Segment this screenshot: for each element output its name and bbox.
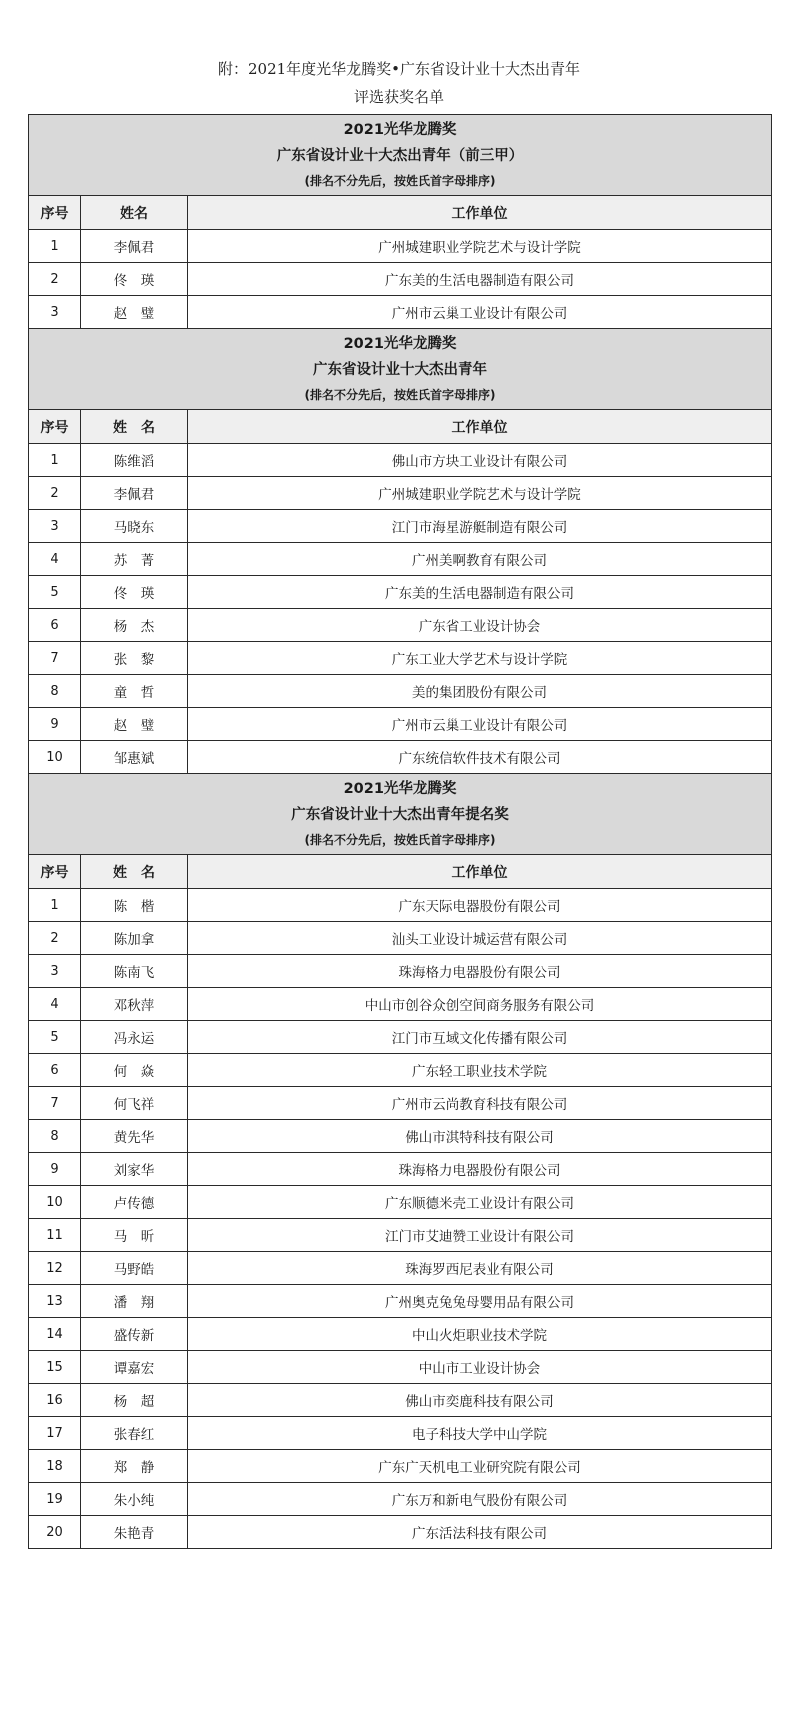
winner-name: 谭嘉宏 xyxy=(81,1351,188,1384)
row-index: 8 xyxy=(29,1120,81,1153)
row-index: 14 xyxy=(29,1318,81,1351)
work-unit: 珠海罗西尼表业有限公司 xyxy=(188,1252,772,1285)
work-unit: 美的集团股份有限公司 xyxy=(188,675,772,708)
work-unit: 广州市云尚教育科技有限公司 xyxy=(188,1087,772,1120)
work-unit: 广东省工业设计协会 xyxy=(188,609,772,642)
work-unit: 广州市云巢工业设计有限公司 xyxy=(188,708,772,741)
winner-name: 朱艳青 xyxy=(81,1516,188,1549)
table-row xyxy=(29,543,772,576)
work-unit: 广东美的生活电器制造有限公司 xyxy=(188,576,772,609)
winner-name: 刘家华 xyxy=(81,1153,188,1186)
section-header xyxy=(29,329,772,410)
winner-name: 邓秋萍 xyxy=(81,988,188,1021)
winner-name: 马野皓 xyxy=(81,1252,188,1285)
winner-name: 陈南飞 xyxy=(81,955,188,988)
document-subtitle: 评选获奖名单 xyxy=(353,88,444,106)
winner-name: 赵 璧 xyxy=(81,296,188,329)
table-row xyxy=(29,642,772,675)
work-unit: 佛山市方块工业设计有限公司 xyxy=(188,444,772,477)
table-row xyxy=(29,230,772,263)
table-row xyxy=(29,1153,772,1186)
work-unit: 广东万和新电气股份有限公司 xyxy=(188,1483,772,1516)
winner-name: 黄先华 xyxy=(81,1120,188,1153)
winner-name: 盛传新 xyxy=(81,1318,188,1351)
table-row xyxy=(29,1384,772,1417)
winner-name: 李佩君 xyxy=(81,477,188,510)
winner-name: 马 昕 xyxy=(81,1219,188,1252)
work-unit: 广东美的生活电器制造有限公司 xyxy=(188,263,772,296)
table-row xyxy=(29,444,772,477)
sort-note: (排名不分先后，按姓氏首字母排序) xyxy=(304,174,496,188)
column-header-row xyxy=(29,855,772,889)
work-unit: 佛山市淇特科技有限公司 xyxy=(188,1120,772,1153)
winner-name: 冯永运 xyxy=(81,1021,188,1054)
table-row xyxy=(29,1219,772,1252)
column-header-row xyxy=(29,196,772,230)
table-row xyxy=(29,609,772,642)
table-row xyxy=(29,1318,772,1351)
table-row xyxy=(29,1054,772,1087)
winner-name: 郑 静 xyxy=(81,1450,188,1483)
winner-name: 陈加拿 xyxy=(81,922,188,955)
table-row xyxy=(29,988,772,1021)
winner-name: 张春红 xyxy=(81,1417,188,1450)
work-unit: 广州奥克兔兔母婴用品有限公司 xyxy=(188,1285,772,1318)
work-unit: 珠海格力电器股份有限公司 xyxy=(188,1153,772,1186)
work-unit: 中山市创谷众创空间商务服务有限公司 xyxy=(188,988,772,1021)
work-unit: 中山火炬职业技术学院 xyxy=(188,1318,772,1351)
table-row xyxy=(29,1516,772,1549)
col-header-index: 序号 xyxy=(29,410,81,444)
col-header-index: 序号 xyxy=(29,196,81,230)
column-header-row xyxy=(29,410,772,444)
work-unit: 电子科技大学中山学院 xyxy=(188,1417,772,1450)
row-index: 11 xyxy=(29,1219,81,1252)
row-index: 12 xyxy=(29,1252,81,1285)
winner-name: 潘 翔 xyxy=(81,1285,188,1318)
winner-name: 佟 瑛 xyxy=(81,576,188,609)
row-index: 17 xyxy=(29,1417,81,1450)
col-header-name: 姓名 xyxy=(81,196,188,230)
table-row xyxy=(29,955,772,988)
row-index: 7 xyxy=(29,642,81,675)
row-index: 13 xyxy=(29,1285,81,1318)
row-index: 3 xyxy=(29,955,81,988)
work-unit: 广东统信软件技术有限公司 xyxy=(188,741,772,774)
winner-name: 杨 杰 xyxy=(81,609,188,642)
row-index: 5 xyxy=(29,1021,81,1054)
col-header-unit: 工作单位 xyxy=(188,410,772,444)
row-index: 9 xyxy=(29,1153,81,1186)
col-header-unit: 工作单位 xyxy=(188,855,772,889)
winner-name: 杨 超 xyxy=(81,1384,188,1417)
table-row xyxy=(29,1252,772,1285)
work-unit: 广东广天机电工业研究院有限公司 xyxy=(188,1450,772,1483)
award-name: 2021光华龙腾奖 xyxy=(343,122,457,138)
table-row xyxy=(29,889,772,922)
table-row xyxy=(29,477,772,510)
award-list-table xyxy=(28,114,772,1549)
winner-name: 马晓东 xyxy=(81,510,188,543)
winner-name: 张 黎 xyxy=(81,642,188,675)
work-unit: 广东顺德米壳工业设计有限公司 xyxy=(188,1186,772,1219)
winner-name: 童 哲 xyxy=(81,675,188,708)
section-heading-cell xyxy=(29,115,772,196)
table-row xyxy=(29,708,772,741)
row-index: 2 xyxy=(29,477,81,510)
work-unit: 中山市工业设计协会 xyxy=(188,1351,772,1384)
work-unit: 广东活法科技有限公司 xyxy=(188,1516,772,1549)
table-row xyxy=(29,296,772,329)
row-index: 10 xyxy=(29,741,81,774)
row-index: 4 xyxy=(29,988,81,1021)
work-unit: 佛山市奕鹿科技有限公司 xyxy=(188,1384,772,1417)
col-header-name: 姓 名 xyxy=(81,410,188,444)
row-index: 6 xyxy=(29,1054,81,1087)
winner-name: 苏 菁 xyxy=(81,543,188,576)
table-row xyxy=(29,263,772,296)
row-index: 15 xyxy=(29,1351,81,1384)
row-index: 9 xyxy=(29,708,81,741)
row-index: 18 xyxy=(29,1450,81,1483)
winner-name: 朱小纯 xyxy=(81,1483,188,1516)
work-unit: 汕头工业设计城运营有限公司 xyxy=(188,922,772,955)
work-unit: 广州美啊教育有限公司 xyxy=(188,543,772,576)
work-unit: 广东工业大学艺术与设计学院 xyxy=(188,642,772,675)
work-unit: 江门市海星游艇制造有限公司 xyxy=(188,510,772,543)
table-row xyxy=(29,1186,772,1219)
row-index: 3 xyxy=(29,296,81,329)
row-index: 2 xyxy=(29,922,81,955)
row-index: 3 xyxy=(29,510,81,543)
award-name: 2021光华龙腾奖 xyxy=(343,336,457,352)
table-row xyxy=(29,1285,772,1318)
winner-name: 邹惠斌 xyxy=(81,741,188,774)
col-header-unit: 工作单位 xyxy=(188,196,772,230)
table-row xyxy=(29,510,772,543)
row-index: 7 xyxy=(29,1087,81,1120)
row-index: 1 xyxy=(29,230,81,263)
row-index: 2 xyxy=(29,263,81,296)
winner-name: 李佩君 xyxy=(81,230,188,263)
table-row xyxy=(29,1087,772,1120)
sort-note: (排名不分先后，按姓氏首字母排序) xyxy=(304,388,496,402)
winner-name: 佟 瑛 xyxy=(81,263,188,296)
col-header-name: 姓 名 xyxy=(81,855,188,889)
table-row xyxy=(29,1450,772,1483)
section-heading-cell xyxy=(29,329,772,410)
award-name: 2021光华龙腾奖 xyxy=(343,781,457,797)
document-title: 附：2021年度光华龙腾奖•广东省设计业十大杰出青年 xyxy=(217,60,581,78)
work-unit: 珠海格力电器股份有限公司 xyxy=(188,955,772,988)
table-row xyxy=(29,1120,772,1153)
row-index: 20 xyxy=(29,1516,81,1549)
work-unit: 江门市艾迪赞工业设计有限公司 xyxy=(188,1219,772,1252)
row-index: 8 xyxy=(29,675,81,708)
work-unit: 广州城建职业学院艺术与设计学院 xyxy=(188,477,772,510)
work-unit: 广州城建职业学院艺术与设计学院 xyxy=(188,230,772,263)
table-row xyxy=(29,741,772,774)
row-index: 4 xyxy=(29,543,81,576)
table-row xyxy=(29,675,772,708)
table-row xyxy=(29,922,772,955)
table-row xyxy=(29,1021,772,1054)
row-index: 19 xyxy=(29,1483,81,1516)
section-heading-cell xyxy=(29,774,772,855)
col-header-index: 序号 xyxy=(29,855,81,889)
winner-name: 何 焱 xyxy=(81,1054,188,1087)
row-index: 6 xyxy=(29,609,81,642)
work-unit: 江门市互域文化传播有限公司 xyxy=(188,1021,772,1054)
winner-name: 赵 璧 xyxy=(81,708,188,741)
work-unit: 广州市云巢工业设计有限公司 xyxy=(188,296,772,329)
section-header xyxy=(29,115,772,196)
winner-name: 陈维滔 xyxy=(81,444,188,477)
row-index: 10 xyxy=(29,1186,81,1219)
winner-name: 陈 楷 xyxy=(81,889,188,922)
row-index: 1 xyxy=(29,889,81,922)
section-title: 广东省设计业十大杰出青年 xyxy=(313,362,487,378)
table-row xyxy=(29,1483,772,1516)
table-row xyxy=(29,576,772,609)
section-header xyxy=(29,774,772,855)
row-index: 16 xyxy=(29,1384,81,1417)
winner-name: 何飞祥 xyxy=(81,1087,188,1120)
award-list-body xyxy=(29,115,772,1549)
work-unit: 广东天际电器股份有限公司 xyxy=(188,889,772,922)
section-title: 广东省设计业十大杰出青年提名奖 xyxy=(291,807,509,823)
sort-note: (排名不分先后，按姓氏首字母排序) xyxy=(304,833,496,847)
row-index: 5 xyxy=(29,576,81,609)
work-unit: 广东轻工职业技术学院 xyxy=(188,1054,772,1087)
winner-name: 卢传德 xyxy=(81,1186,188,1219)
table-row xyxy=(29,1351,772,1384)
section-title: 广东省设计业十大杰出青年（前三甲） xyxy=(276,148,524,164)
table-row xyxy=(29,1417,772,1450)
row-index: 1 xyxy=(29,444,81,477)
